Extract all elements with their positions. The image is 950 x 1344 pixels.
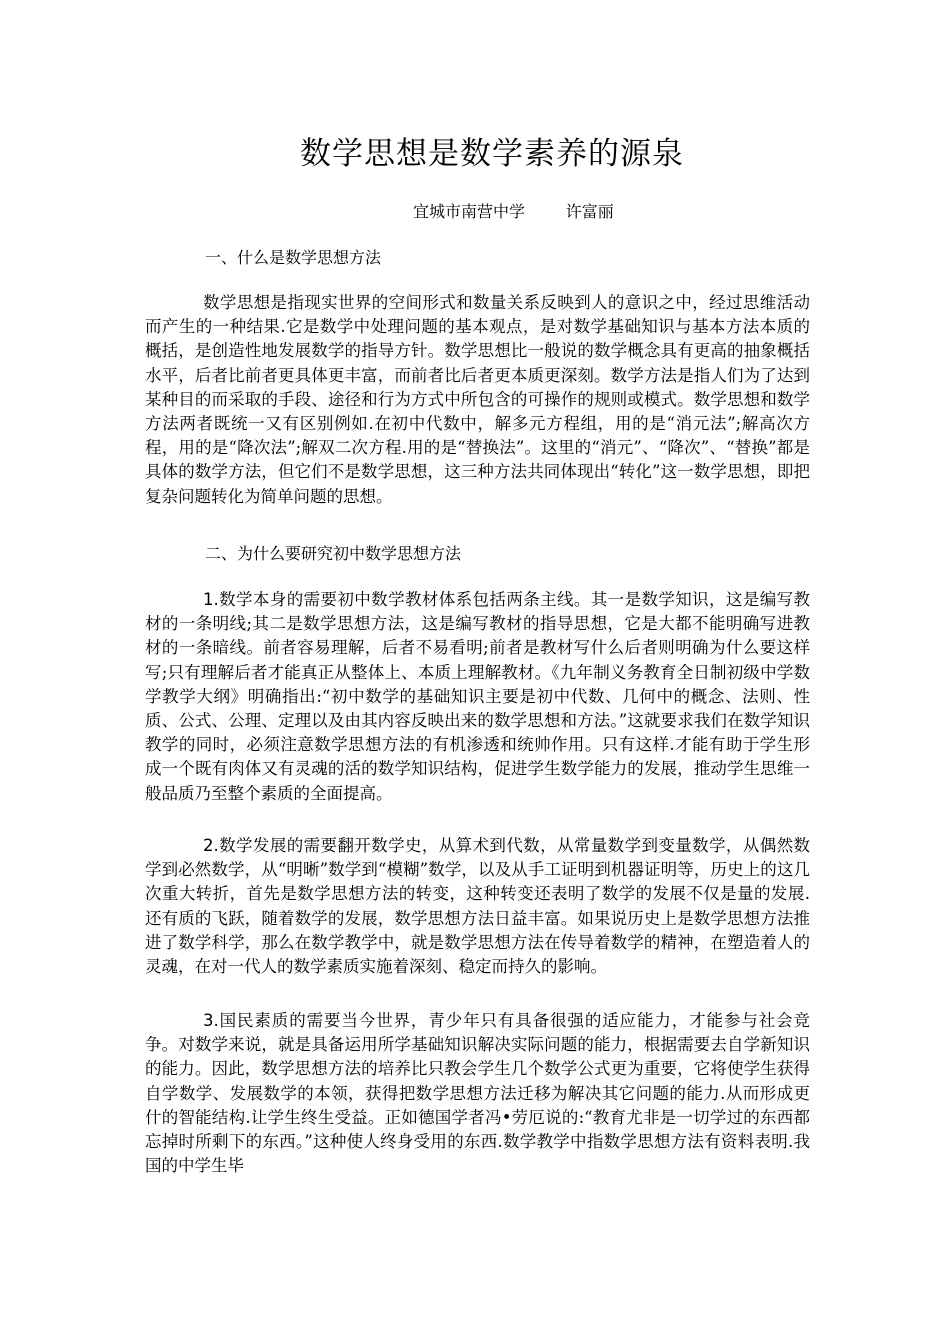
paragraph-item-1 xyxy=(145,588,810,806)
item-2-text: 数学发展的需要翻开数学史，从算术到代数，从常量数学到变量数学，从偶然数学到必然数学，从“明晰”数学到“模糊”数学，以及从手工证明到机器证明等，历史上的这几次重大转折，首先是数学思想方法的转变，这种转变还表明了数学的发展不仅是量的发展.还有质的飞跃，随着数学的发展，数学思想方法日益丰富。如果说历史上是数学思想方法推进了数学科学，那么在数学教学中，就是数学思想方法在传导着数学的精神，在塑造着人的灵魂，在对一代人的数学素质实施着深刻、稳定而持久的影响。 xyxy=(145,836,810,977)
item-1-number: 1. xyxy=(203,590,219,609)
section-heading-1: 一、什么是数学思想方法 xyxy=(205,248,382,267)
section-heading-2: 二、为什么要研究初中数学思想方法 xyxy=(205,544,462,563)
item-3-text: 国民素质的需要当今世界，青少年只有具备很强的适应能力，才能参与社会竞争。对数学来说，就是具备运用所学基础知识解决实际问题的能力，根据需要去自学新知识的能力。因此，数学思想方法的培养比只教会学生几个数学公式更为重要，它将使学生获得自学数学、发展数学的本领，获得把数学思想方法迁移为解决其它问题的能力.从而形成更什的智能结构.让学生终生受益。正如德国学者冯•劳厄说的:“教育尤非是一切学过的东西都忘掉时所剩下的东西。”这种使人终身受用的东西.数学教学中指数学思想方法有资料表明.我国的中学生毕 xyxy=(145,1011,810,1176)
item-1-text: 数学本身的需要初中数学教材体系包括两条主线。其一是数学知识，这是编写教材的一条明线;其二是数学思想方法，这是编写教材的指导思想，它是大都不能明确写进教材的一条暗线。前者容易理解，后者不易看明;前者是教材写什么后者则明确为什么要这样写;只有理解后者才能真正从整体上、本质上理解教材。《九年制义务教育全日制初级中学数学教学大纲》明确指出:“初中数学的基础知识主要是初中代数、几何中的概念、法则、性质、公式、公理、定理以及由其内容反映出来的数学思想和方法。”这就要求我们在数学知识教学的同时，必须注意数学思想方法的有机渗透和统帅作用。只有这样.才能有助于学生形成一个既有肉体又有灵魂的活的数学知识结构，促进学生数学能力的发展，推动学生思维一般品质乃至整个素质的全面提高。 xyxy=(145,590,810,803)
paragraph-item-3 xyxy=(145,1009,810,1178)
item-2-number: 2. xyxy=(203,836,219,855)
author-line: 宜城市南营中学 许富丽 xyxy=(413,202,614,221)
paragraph-section-1: 数学思想是指现实世界的空间形式和数量关系反映到人的意识之中，经过思维活动而产生的一种结果.它是数学中处理问题的基本观点，是对数学基础知识与基本方法本质的概括，是创造性地发展数学的指导方针。数学思想比一般说的数学概念具有更高的抽象概括水平，后者比前者更具体更丰富，而前者比后者更本质更深刻。数学方法是指人们为了达到某种目的而采取的手段、途径和行为方式中所包含的可操作的规则或模式。数学思想和数学方法两者既统一又有区别例如.在初中代数中，解多元方程组，用的是“消元法”;解高次方程，用的是“降次法”;解双二次方程.用的是“替换法”。这里的“消元”、“降次”、“替换”都是具体的数学方法，但它们不是数学思想，这三种方法共同体现出“转化”这一数学思想，即把复杂问题转化为简单问题的思想。 xyxy=(145,293,810,506)
item-3-number: 3. xyxy=(203,1011,219,1030)
paragraph-item-2 xyxy=(145,834,810,979)
page-title: 数学思想是数学素养的源泉 xyxy=(300,136,684,172)
